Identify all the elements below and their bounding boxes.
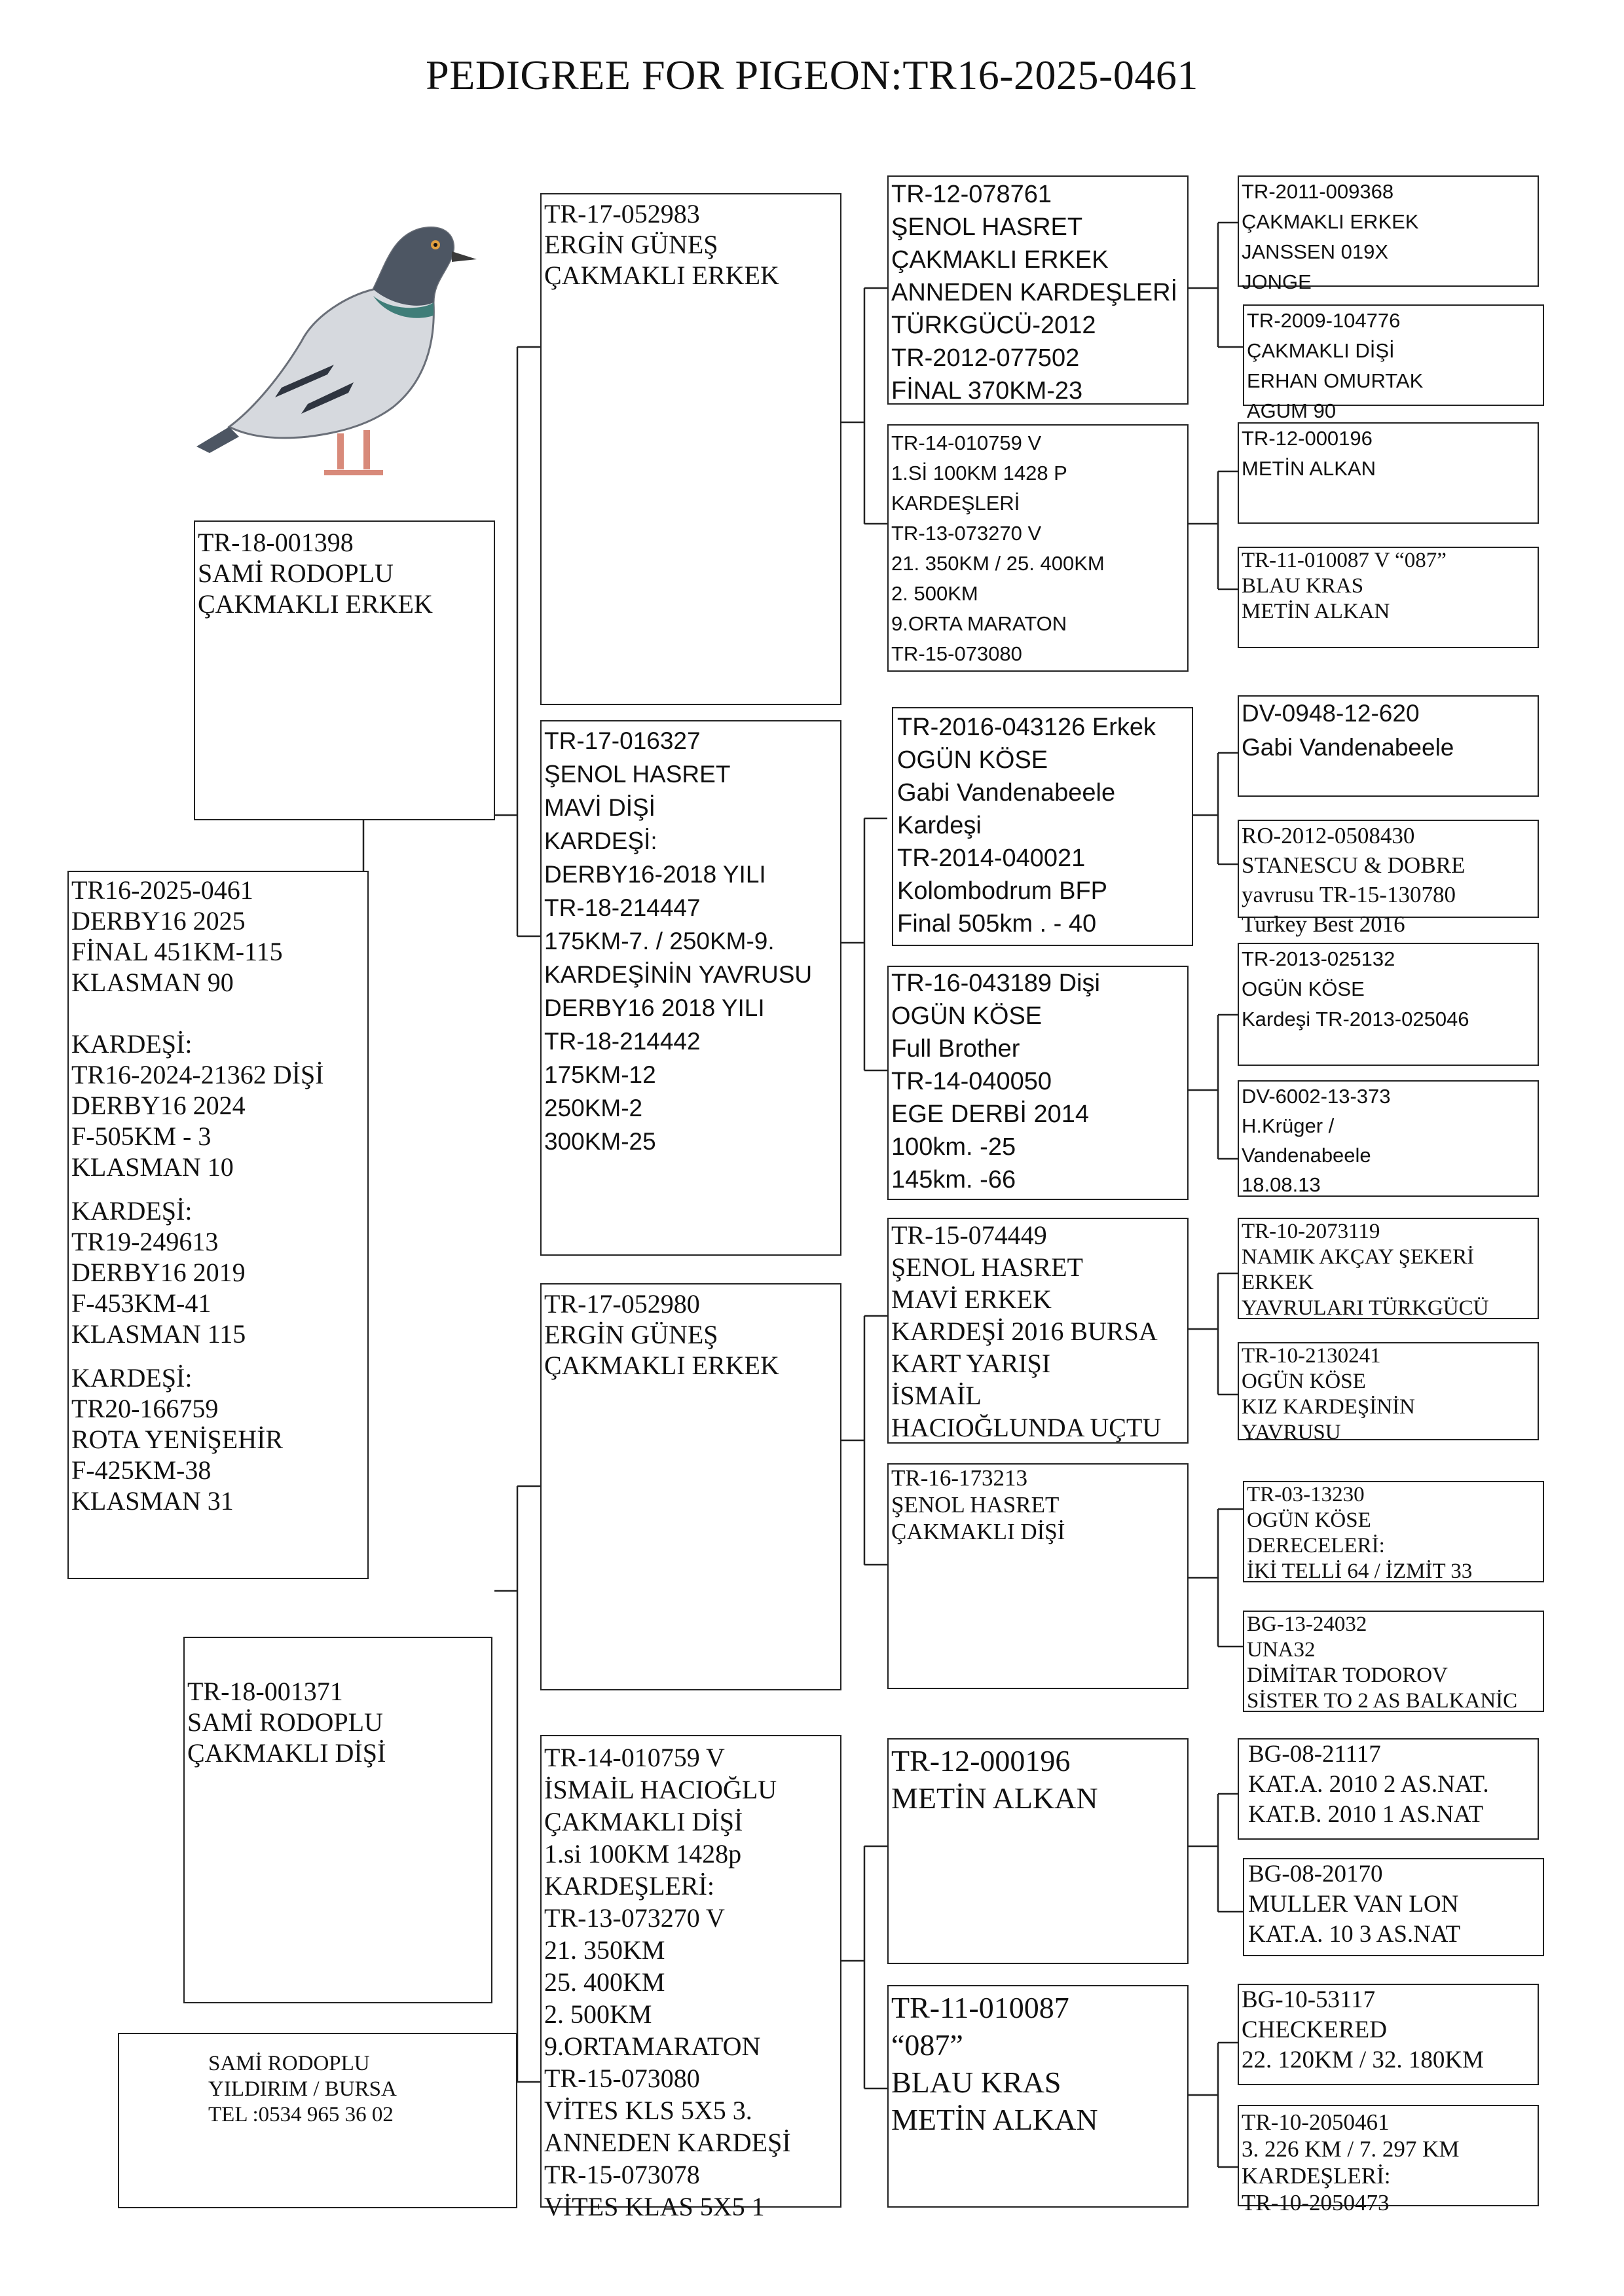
subject-line: DERBY16 2024 xyxy=(71,1091,246,1120)
pedigree-line: TR-15-073078 xyxy=(544,2160,700,2189)
pedigree-line: 1.si 100KM 1428p xyxy=(544,1839,742,1868)
gen4-box-10 xyxy=(1238,1342,1539,1444)
pedigree-line: METİN ALKAN xyxy=(1242,600,1390,623)
pedigree-line: 250KM-2 xyxy=(544,1095,643,1121)
pedigree-line: TR-2009-104776 xyxy=(1247,309,1401,332)
pedigree-line: KARDEŞLERİ: xyxy=(1242,2163,1391,2189)
pedigree-line: TR-2012-077502 xyxy=(891,344,1080,372)
pedigree-line: ÇAKMAKLI DİŞİ xyxy=(891,1519,1065,1544)
pedigree-line: TR-11-010087 xyxy=(891,1991,1069,2024)
gen4-box-6 xyxy=(1238,820,1539,937)
pedigree-line: MAVİ ERKEK xyxy=(891,1285,1052,1314)
pedigree-line: Kardeşi xyxy=(897,812,982,839)
pedigree-line: 2. 500KM xyxy=(891,582,978,605)
pedigree-line: 2. 500KM xyxy=(544,1999,652,2029)
pedigree-line: Gabi Vandenabeele xyxy=(897,779,1116,807)
grandsire-paternal-box xyxy=(540,193,841,705)
pedigree-line: KARDEŞLERİ: xyxy=(544,1871,714,1901)
pedigree-line: TR-12-000196 xyxy=(891,1744,1071,1777)
gen3-box-7 xyxy=(887,1738,1189,1964)
gen3-box-1 xyxy=(887,175,1189,405)
pedigree-line: VİTES KLAS 5X5 1 xyxy=(544,2192,765,2221)
pedigree-line: METİN ALKAN xyxy=(891,2103,1098,2136)
gen4-box-5 xyxy=(1238,695,1539,797)
pedigree-line: TR-15-073080 xyxy=(544,2064,700,2093)
pedigree-line: DV-6002-13-373 xyxy=(1242,1085,1391,1108)
gen4-box-1 xyxy=(1238,175,1539,293)
pedigree-line: 21. 350KM xyxy=(544,1935,665,1965)
subject-line: TR16-2024-21362 DİŞİ xyxy=(71,1060,324,1089)
subject-line: FİNAL 451KM-115 xyxy=(71,937,283,966)
subject-line xyxy=(71,998,365,1029)
pedigree-line: TR-10-2050473 xyxy=(1242,2190,1390,2215)
subject-line: TR20-166759 xyxy=(71,1394,219,1423)
subject-line: F-425KM-38 xyxy=(71,1455,212,1485)
pedigree-line: 300KM-25 xyxy=(544,1128,656,1155)
pedigree-line: EGE DERBİ 2014 xyxy=(891,1101,1090,1128)
pedigree-line: KARDEŞLERİ xyxy=(891,492,1020,515)
pedigree-line: YAVRULARI TÜRKGÜCÜ xyxy=(1242,1296,1489,1320)
pedigree-line: İSMAİL HACIOĞLU xyxy=(544,1775,777,1804)
pedigree-line: 175KM-12 xyxy=(544,1061,656,1088)
pedigree-line: TR-2013-025132 xyxy=(1242,947,1395,970)
pedigree-line: 25. 400KM xyxy=(544,1967,665,1997)
subject-line: TR16-2025-0461 xyxy=(71,875,253,905)
pedigree-line: OGÜN KÖSE xyxy=(897,746,1048,774)
gen3-box-2 xyxy=(887,424,1189,672)
sire-breeder: SAMİ RODOPLU xyxy=(198,558,394,588)
gen4-box-4 xyxy=(1238,547,1539,648)
gen3-box-4 xyxy=(887,966,1189,1200)
pedigree-line: TR-17-052983 xyxy=(544,199,700,228)
pedigree-line: TÜRKGÜCÜ-2012 xyxy=(891,312,1096,339)
pedigree-line: BG-13-24032 xyxy=(1247,1613,1367,1636)
pedigree-line: ŞENOL HASRET xyxy=(891,1252,1083,1282)
sire-ring-number: TR-18-001398 xyxy=(198,528,354,557)
pedigree-line: BG-08-21117 xyxy=(1248,1741,1381,1768)
pedigree-line: TR-14-040050 xyxy=(891,1068,1052,1095)
pedigree-line: VİTES KLS 5X5 3. xyxy=(544,2096,752,2125)
gen4-box-8 xyxy=(1238,1080,1539,1197)
pedigree-line: TR-2016-043126 Erkek xyxy=(897,714,1156,741)
pedigree-line: TR-15-073080 xyxy=(891,642,1022,665)
pedigree-line: TR-17-016327 xyxy=(544,727,701,754)
pedigree-line: AGUM 90 xyxy=(1247,399,1337,422)
granddam-paternal-box xyxy=(540,720,841,1256)
pedigree-line: ÇAKMAKLI ERKEK xyxy=(891,246,1109,274)
pedigree-line: KAT.A. 2010 2 AS.NAT. xyxy=(1248,1771,1489,1798)
gen3-box-3 xyxy=(892,707,1193,946)
pedigree-line: İSMAİL xyxy=(891,1381,982,1410)
pedigree-line: TR-12-078761 xyxy=(891,181,1052,208)
pedigree-line: Kardeşi TR-2013-025046 xyxy=(1242,1008,1469,1030)
pedigree-line: FİNAL 370KM-23 xyxy=(891,377,1083,405)
dam-color: ÇAKMAKLI DİŞİ xyxy=(187,1738,386,1768)
subject-line: KLASMAN 10 xyxy=(71,1152,234,1182)
gen3-box-6 xyxy=(887,1463,1189,1689)
pedigree-line: TR-03-13230 xyxy=(1247,1483,1365,1506)
pedigree-line: Final 505km . - 40 xyxy=(897,910,1097,938)
gen4-box-13 xyxy=(1238,1738,1539,1840)
pedigree-line: TR-10-2050461 xyxy=(1242,2109,1390,2135)
pedigree-line: JONGE xyxy=(1242,270,1312,293)
pedigree-line: METİN ALKAN xyxy=(1242,457,1376,480)
pedigree-line: DERECELERİ: xyxy=(1247,1534,1385,1558)
pedigree-line: KAT.A. 10 3 AS.NAT xyxy=(1248,1921,1461,1948)
subject-line: KLASMAN 115 xyxy=(71,1319,246,1349)
gen4-box-9 xyxy=(1238,1218,1539,1319)
subject-line: F-453KM-41 xyxy=(71,1288,212,1318)
pedigree-line: TR-13-073270 V xyxy=(544,1903,725,1933)
pedigree-line: TR-12-000196 xyxy=(1242,427,1373,450)
gen4-box-2 xyxy=(1243,304,1544,422)
gen3-box-8 xyxy=(887,1985,1189,2208)
dam-box xyxy=(183,1637,492,2003)
pedigree-line: 145km. -66 xyxy=(891,1166,1016,1194)
pedigree-line: 3. 226 KM / 7. 297 KM xyxy=(1242,2136,1460,2162)
pedigree-line: OGÜN KÖSE xyxy=(1242,1370,1366,1393)
pedigree-line: ÇAKMAKLI ERKEK xyxy=(544,261,779,290)
gen4-box-7 xyxy=(1238,943,1539,1066)
subject-line: KARDEŞİ: xyxy=(71,1029,193,1059)
pedigree-line: HACIOĞLUNDA UÇTU xyxy=(891,1413,1162,1442)
gen3-box-5 xyxy=(887,1218,1189,1444)
subject-line: KLASMAN 90 xyxy=(71,968,234,997)
pedigree-line: İKİ TELLİ 64 / İZMİT 33 xyxy=(1247,1559,1473,1583)
pedigree-line: TR-10-2130241 xyxy=(1242,1344,1381,1368)
subject-box xyxy=(67,871,369,1579)
pedigree-line: RO-2012-0508430 xyxy=(1242,823,1415,848)
pedigree-line: Full Brother xyxy=(891,1035,1020,1063)
pedigree-line: TR-18-214447 xyxy=(544,894,701,921)
pedigree-line: ÇAKMAKLI ERKEK xyxy=(544,1351,779,1380)
pedigree-line: MAVİ DİŞİ xyxy=(544,794,655,821)
pedigree-line: TR-13-073270 V xyxy=(891,522,1042,545)
pedigree-line: “087” xyxy=(891,2028,963,2062)
gen4-box-14 xyxy=(1243,1858,1544,1956)
pedigree-line: TR-14-010759 V xyxy=(544,1743,725,1772)
pedigree-line: TR-16-043189 Dişi xyxy=(891,970,1100,997)
pedigree-line: ÇAKMAKLI DİŞİ xyxy=(1247,339,1395,362)
pedigree-line: 9.ORTA MARATON xyxy=(891,612,1067,635)
pedigree-line: KIZ KARDEŞİNİN xyxy=(1242,1395,1415,1419)
sire-color: ÇAKMAKLI ERKEK xyxy=(198,589,433,619)
pedigree-line: Gabi Vandenabeele xyxy=(1242,734,1454,761)
pedigree-line: ŞENOL HASRET xyxy=(891,1492,1060,1518)
pedigree-line: ANNEDEN KARDEŞLERİ xyxy=(891,279,1178,306)
pedigree-line: DİMİTAR TODOROV xyxy=(1247,1664,1448,1687)
pedigree-line: KART YARIŞI xyxy=(891,1349,1051,1378)
pedigree-line: OGÜN KÖSE xyxy=(1242,977,1365,1000)
gen4-box-15 xyxy=(1238,1984,1539,2085)
owner-phone: TEL :0534 965 36 02 xyxy=(208,2103,394,2126)
pedigree-line: ERHAN OMURTAK xyxy=(1247,369,1424,392)
pedigree-line: ŞENOL HASRET xyxy=(544,761,731,788)
pedigree-line: H.Krüger / xyxy=(1242,1114,1335,1137)
pedigree-line: yavrusu TR-15-130780 xyxy=(1242,882,1456,907)
pedigree-line: BG-08-20170 xyxy=(1248,1861,1383,1887)
dam-ring-number: TR-18-001371 xyxy=(187,1677,343,1706)
gen4-box-11 xyxy=(1243,1481,1544,1582)
granddam-maternal-box xyxy=(540,1735,841,2221)
subject-line: KARDEŞİ: xyxy=(71,1196,193,1226)
pedigree-line: 21. 350KM / 25. 400KM xyxy=(891,552,1105,575)
pedigree-line: DV-0948-12-620 xyxy=(1242,700,1420,727)
pedigree-line: OGÜN KÖSE xyxy=(1247,1508,1371,1532)
pedigree-line: BLAU KRAS xyxy=(1242,574,1364,598)
owner-box xyxy=(118,2033,517,2208)
pedigree-line: BG-10-53117 xyxy=(1242,1986,1376,2013)
pedigree-line: TR-10-2073119 xyxy=(1242,1220,1380,1243)
pedigree-line: STANESCU & DOBRE xyxy=(1242,852,1466,878)
pedigree-line: 175KM-7. / 250KM-9. xyxy=(544,928,775,955)
pedigree-line: TR-15-074449 xyxy=(891,1220,1047,1250)
sire-box xyxy=(194,520,495,820)
pedigree-line: KARDEŞİ: xyxy=(544,828,657,854)
pedigree-line: Turkey Best 2016 xyxy=(1242,911,1405,937)
pedigree-line: TR-18-214442 xyxy=(544,1028,701,1055)
pedigree-line: CHECKERED xyxy=(1242,2016,1387,2043)
subject-line: KLASMAN 31 xyxy=(71,1486,234,1516)
subject-line: F-505KM - 3 xyxy=(71,1121,212,1151)
pedigree-line: KARDEŞİNİN YAVRUSU xyxy=(544,961,813,988)
pedigree-line: OGÜN KÖSE xyxy=(891,1002,1043,1030)
subject-line: DERBY16 2019 xyxy=(71,1258,246,1287)
pedigree-line: TR-2014-040021 xyxy=(897,845,1086,872)
pedigree-line: TR-11-010087 V “087” xyxy=(1242,549,1447,572)
pedigree-line: TR-14-010759 V xyxy=(891,431,1042,454)
pedigree-line: TR-17-052980 xyxy=(544,1289,700,1319)
pedigree-line: KARDEŞİ 2016 BURSA xyxy=(891,1317,1158,1346)
pedigree-line: BLAU KRAS xyxy=(891,2066,1061,2099)
pedigree-line: 22. 120KM / 32. 180KM xyxy=(1242,2047,1485,2073)
pedigree-line: ÇAKMAKLI ERKEK xyxy=(1242,210,1419,233)
pedigree-line: SİSTER TO 2 AS BALKANİC xyxy=(1247,1689,1518,1713)
pedigree-line: METİN ALKAN xyxy=(891,1781,1098,1815)
owner-name: SAMİ RODOPLU xyxy=(208,2052,370,2075)
pedigree-line: JANSSEN 019X xyxy=(1242,240,1388,263)
pedigree-line: ERGİN GÜNEŞ xyxy=(544,230,718,259)
pedigree-line: ERGİN GÜNEŞ xyxy=(544,1320,718,1349)
subject-line: ROTA YENİŞEHİR xyxy=(71,1425,284,1454)
pedigree-line: UNA32 xyxy=(1247,1638,1316,1662)
grandsire-maternal-box xyxy=(540,1283,841,1690)
pedigree-line: ERKEK xyxy=(1242,1271,1314,1294)
pedigree-line: 100km. -25 xyxy=(891,1133,1016,1161)
gen4-box-12 xyxy=(1243,1611,1544,1712)
pedigree-line: DERBY16-2018 YILI xyxy=(544,861,766,888)
pedigree-line: 1.Sİ 100KM 1428 P xyxy=(891,462,1067,484)
pedigree-line: DERBY16 2018 YILI xyxy=(544,994,765,1021)
pedigree-line: MULLER VAN LON xyxy=(1248,1891,1459,1918)
owner-location: YILDIRIM / BURSA xyxy=(208,2077,397,2101)
gen4-box-3 xyxy=(1238,422,1539,524)
subject-line: KARDEŞİ: xyxy=(71,1363,193,1393)
pedigree-line: Vandenabeele xyxy=(1242,1144,1371,1167)
pedigree-line: TR-2011-009368 xyxy=(1242,180,1394,203)
pedigree-line: YAVRUSU xyxy=(1242,1421,1341,1444)
pedigree-line: ŞENOL HASRET xyxy=(891,213,1083,241)
pedigree-line: ÇAKMAKLI DİŞİ xyxy=(544,1807,743,1836)
subject-line: DERBY16 2025 xyxy=(71,906,246,936)
pedigree-line: Kolombodrum BFP xyxy=(897,877,1108,905)
pedigree-line: KAT.B. 2010 1 AS.NAT xyxy=(1248,1801,1484,1828)
pedigree-line: 18.08.13 xyxy=(1242,1173,1321,1196)
pedigree-line: 9.ORTAMARATON xyxy=(544,2032,761,2061)
gen4-box-16 xyxy=(1238,2105,1539,2215)
subject-line: TR19-249613 xyxy=(71,1227,219,1256)
dam-breeder: SAMİ RODOPLU xyxy=(187,1707,383,1737)
page-title: PEDIGREE FOR PIGEON:TR16-2025-0461 xyxy=(426,52,1198,98)
pedigree-line: ANNEDEN KARDEŞİ xyxy=(544,2128,791,2157)
pedigree-line: TR-16-173213 xyxy=(891,1465,1028,1491)
pedigree-line: NAMIK AKÇAY ŞEKERİ xyxy=(1242,1245,1475,1269)
